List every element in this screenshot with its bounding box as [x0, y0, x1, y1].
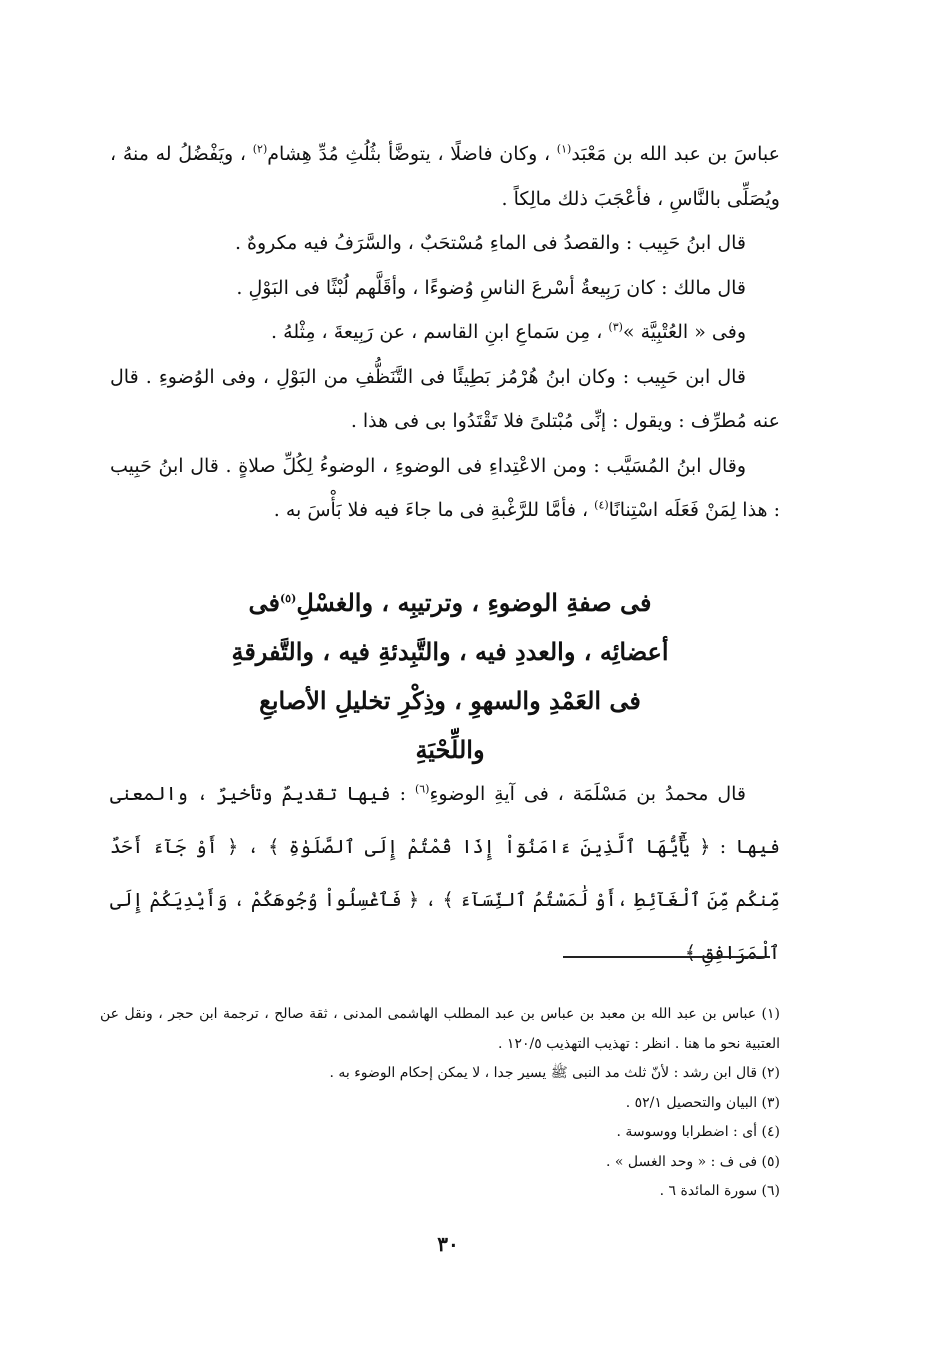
footnote-ref-6: (٦) — [414, 782, 430, 796]
paragraph-1 — [110, 132, 780, 221]
text-run: قال محمدُ بن مَسْلَمَة ، فى آيةِ الوضوءِ — [429, 783, 747, 805]
footnote-ref-5: (٥) — [279, 592, 297, 605]
paragraph-6 — [110, 444, 780, 533]
text-run: فى — [248, 588, 280, 617]
heading-line-4: واللِّحْيَةِ — [415, 735, 485, 764]
footnote-divider — [563, 956, 770, 958]
quran-paragraph — [110, 768, 780, 980]
footnote-3: (٣) البيان والتحصيل ٥٢/١ . — [625, 1094, 780, 1111]
footnote-6: (٦) سورة المائدة ٦ . — [659, 1183, 780, 1199]
text-run: عباسَ بن عبد الله بن مَعْبَد — [571, 143, 780, 165]
text-run: ، مِن سَماعِ ابنِ القاسم ، عن رَبِيعةَ ، مِثْلهُ . — [271, 321, 609, 343]
text-run: : فيها تقديمٌ وتأخيرٌ ، والمعنى فيها : ﴿ يَٰٓأَيُّهَا ٱلَّذِينَ ءَامَنُوٓاْ إِذَا قُمْتُمْ إِلَى ٱلصَّلَوٰةِ ﴾ ، ﴿ أَوْ جَآءَ أَحَدٌ مِّنكُم مِّنَ ٱلْغَآئِطِ ،أَوْ لَٰمَسْتُمُ ٱلنِّسَآءَ ﴾ ، ﴿ فَٱغْسِلُواْ وُجُوهَكُمْ ، وَأَيْدِيَكُمْ إِلَى ٱلْمَرَافِقِ ﴾ — [110, 783, 780, 964]
paragraph-4 — [110, 310, 780, 355]
footnote-4: (٤) أى : اضطرابا ووسوسة . — [616, 1124, 780, 1140]
footnote-2: (٢) قال ابن رشد : لأنّ ثلث مد النبى ﷺ يسير جدا ، لا يمكن إحكام الوضوء به . — [329, 1065, 780, 1081]
footnotes — [100, 1000, 780, 1207]
paragraph-7 — [110, 768, 780, 980]
text-run: ، فأمَّا للرَّغْبةِ فى ما جاءَ فيه فلا بَأْسَ به . — [273, 499, 595, 521]
text-run: ، ويَفْضُلُ له منهُ ، ويُصَلِّى بالنَّاسِ ، فأعْجَبَ ذلك مالِكاً . — [110, 143, 780, 210]
footnote-ref-1: (١) — [556, 142, 572, 156]
heading-line-1 — [200, 578, 700, 627]
footnote-1: (١) عباس بن عبد الله بن معبد بن عباس بن عبد المطلب الهاشمى المدنى ، ثقة صالح ، ترجمة ابن حجر ، ونقل عن العتبية نحو ما هنا . انظر : تهذيب التهذيب ١٢٠/٥ . — [100, 1006, 780, 1052]
text-run: وقال ابنُ المُسَيَّب : ومن الاعْتِداءِ فى الوضوءِ ، الوضوءُ لِكُلِّ صلاةٍ . قال ابنُ حَبِيب : هذا لِمَنْ فَعَلَه اسْتِنانًا — [110, 454, 780, 521]
heading-line-2: أعضائِه ، والعددِ فيه ، والتَّبِدئةِ فيه ، والتَّفرقةِ — [231, 637, 669, 666]
paragraph-2: قال ابنُ حَبِيب : والقصدُ فى الماءِ مُسْتحَبٌ ، والسَّرَفُ فيه مكروهٌ . — [234, 232, 746, 254]
heading-line-3: فى العَمْدِ والسهوِ ، وذِكْرِ تخليلِ الأصابعِ — [259, 686, 641, 715]
text-run: ، وكان فاضلًا ، يتوضَّأ بثُلُثِ مُدِّ هِشام — [267, 143, 557, 165]
text-run: وفى « العُتْبِيَّة » — [622, 321, 746, 343]
footnote-ref-2: (٢) — [252, 142, 268, 156]
page-number: ٣٠ — [437, 1232, 459, 1256]
footnote-5: (٥) فى ف : « وحد الغسل » . — [606, 1153, 780, 1170]
main-text — [110, 132, 780, 533]
paragraph-5: قال ابن حَبِيب : وكان ابنُ هُرْمُز بَطِيئًا فى التَّنَظُّفِ من البَوْلِ ، وفى الوُضوءِ . قال عنه مُطرِّف : ويقول : إنِّى مُبْتلىً فلا تَقْتَدُوا بى فى هذا . — [110, 365, 780, 432]
footnote-ref-4: (٤) — [594, 498, 609, 512]
section-heading — [200, 578, 700, 774]
footnote-ref-3: (٣) — [608, 320, 623, 334]
text-run: فى صفةِ الوضوءِ ، وترتيبِه ، والغسْلِ — [296, 588, 652, 617]
paragraph-3: قال مالك : كان رَبِيعةُ أسْرعَ الناسِ وُضوءًا ، وأقَلَّهم لُبْثًا فى البَوْلِ . — [236, 276, 746, 299]
